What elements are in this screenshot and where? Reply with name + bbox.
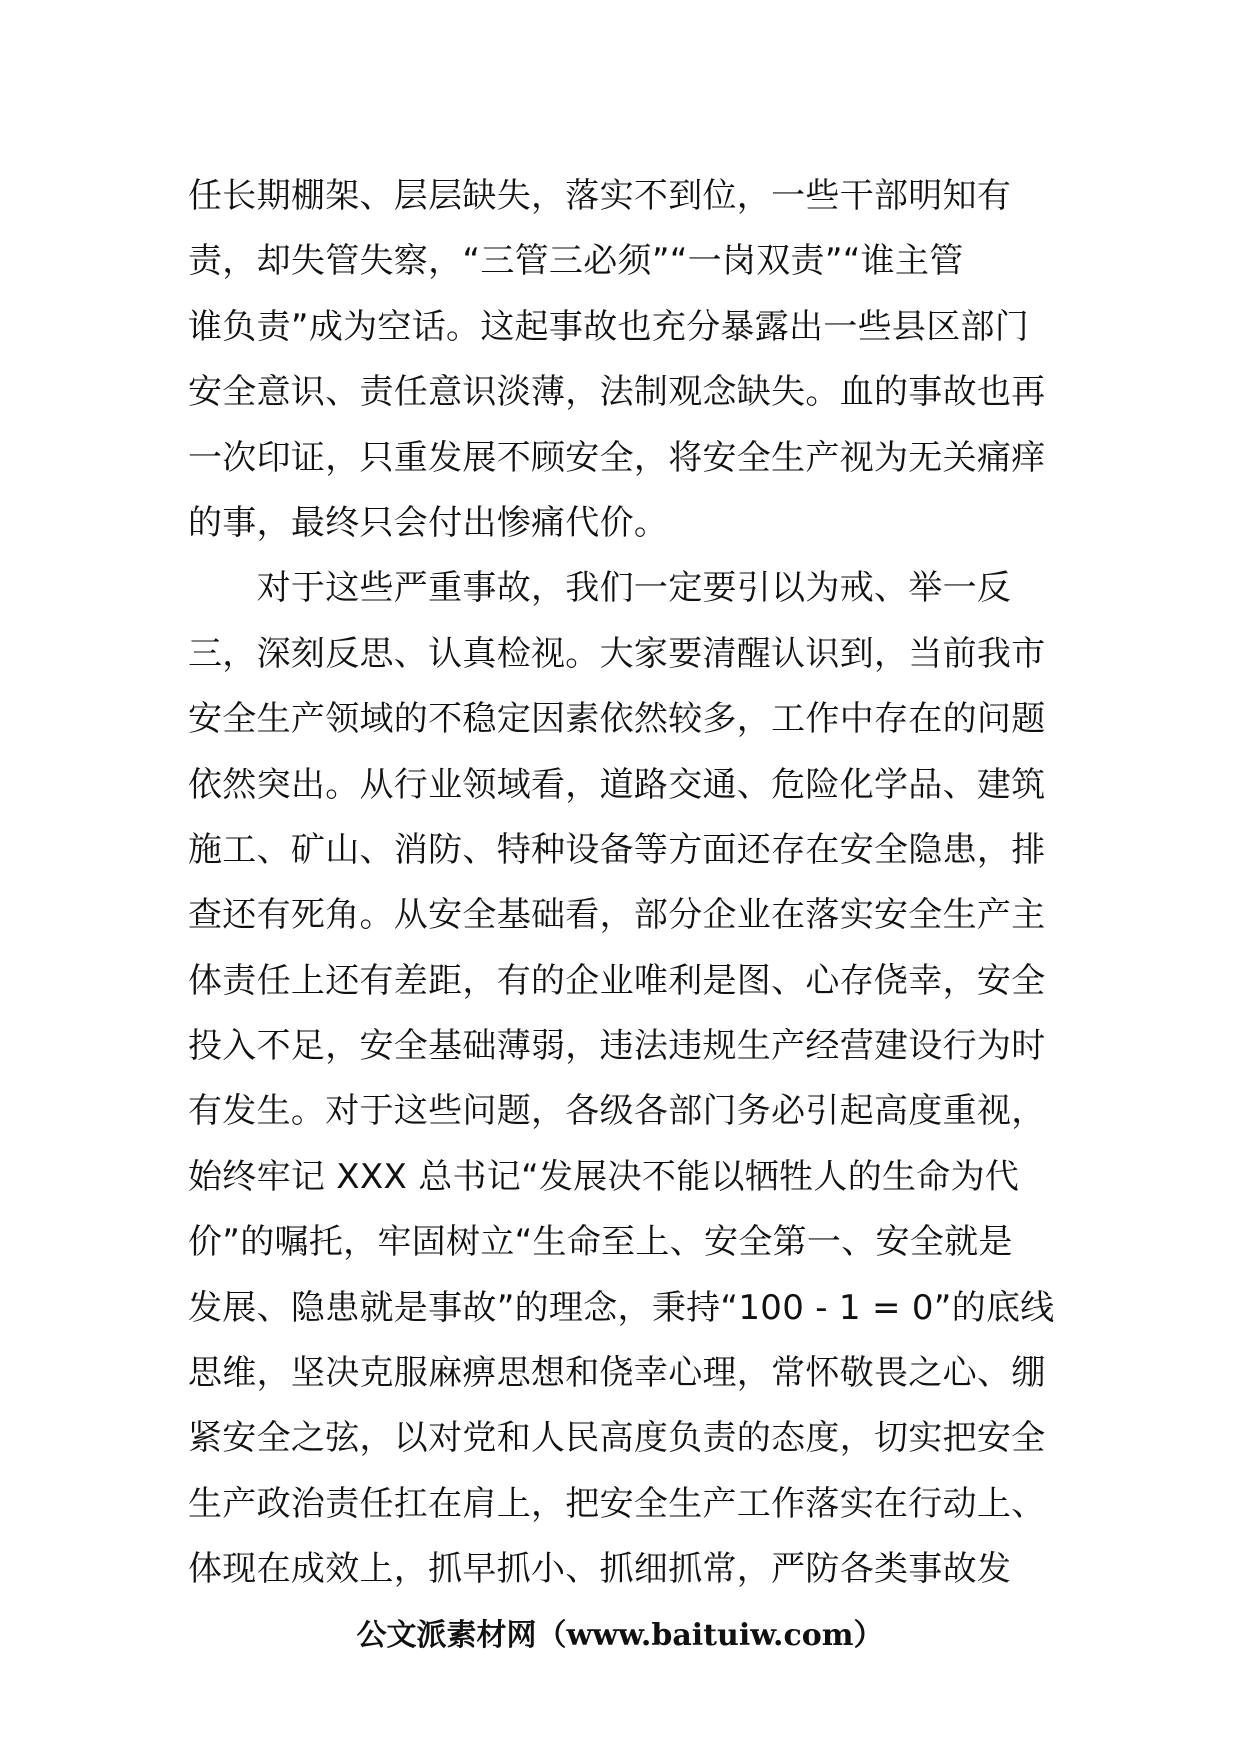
text-line: 依然突出。从行业领域看，道路交通、危险化学品、建筑 bbox=[188, 764, 1046, 805]
text-line: 对于这些严重事故，我们一定要引以为戒、举一反 bbox=[188, 568, 1012, 609]
text-line: 生产政治责任扛在肩上，把安全生产工作落实在行动上、 bbox=[188, 1483, 1046, 1524]
footer-site-name: 公文派素材网 bbox=[356, 1618, 537, 1653]
text-line: 一次印证，只重发展不顾安全，将安全生产视为无关痛痒 bbox=[188, 437, 1046, 478]
text-line: 体现在成效上，抓早抓小、抓细抓常，严防各类事故发 bbox=[188, 1549, 1012, 1590]
footer-url: （www.baituiw.com） bbox=[536, 1618, 884, 1653]
text-line: 思维，坚决克服麻痹思想和侥幸心理，常怀敬畏之心、绷 bbox=[188, 1353, 1046, 1394]
text-line: 安全意识、责任意识淡薄，法制观念缺失。血的事故也再 bbox=[188, 372, 1046, 413]
text-line: 三，深刻反思、认真检视。大家要清醒认识到，当前我市 bbox=[188, 633, 1046, 674]
body-text bbox=[188, 164, 1058, 1603]
text-line: 任长期棚架、层层缺失，落实不到位，一些干部明知有 bbox=[188, 176, 1012, 216]
text-line: 紧安全之弦，以对党和人民高度负责的态度，切实把安全 bbox=[188, 1418, 1046, 1459]
text-line: 施工、矿山、消防、特种设备等方面还存在安全隐患，排 bbox=[188, 829, 1046, 870]
text-line: 责，却失管失察，“三管三必须”“一岗双责”“谁主管 bbox=[188, 241, 964, 282]
text-line: 的事，最终只会付出惨痛代价。 bbox=[188, 502, 669, 543]
text-line: 安全生产领域的不稳定因素依然较多，工作中存在的问题 bbox=[188, 699, 1046, 740]
text-line: 发展、隐患就是事故”的理念，秉持“100 - 1 = 0”的底线 bbox=[188, 1287, 1055, 1328]
text-line: 查还有死角。从安全基础看，部分企业在落实安全生产主 bbox=[188, 895, 1046, 936]
text-line: 有发生。对于这些问题，各级各部门务必引起高度重视， bbox=[188, 1091, 1046, 1132]
text-line: 始终牢记 XXX 总书记“发展决不能以牺牲人的生命为代 bbox=[188, 1156, 1020, 1197]
text-line: 体责任上还有差距，有的企业唯利是图、心存侥幸，安全 bbox=[188, 960, 1046, 1001]
footer-watermark bbox=[0, 1616, 1240, 1656]
text-line: 谁负责”成为空话。这起事故也充分暴露出一些县区部门 bbox=[188, 306, 1030, 347]
text-line: 投入不足，安全基础薄弱，违法违规生产经营建设行为时 bbox=[188, 1026, 1046, 1067]
text-line: 价”的嘱托，牢固树立“生命至上、安全第一、安全就是 bbox=[188, 1222, 1013, 1263]
